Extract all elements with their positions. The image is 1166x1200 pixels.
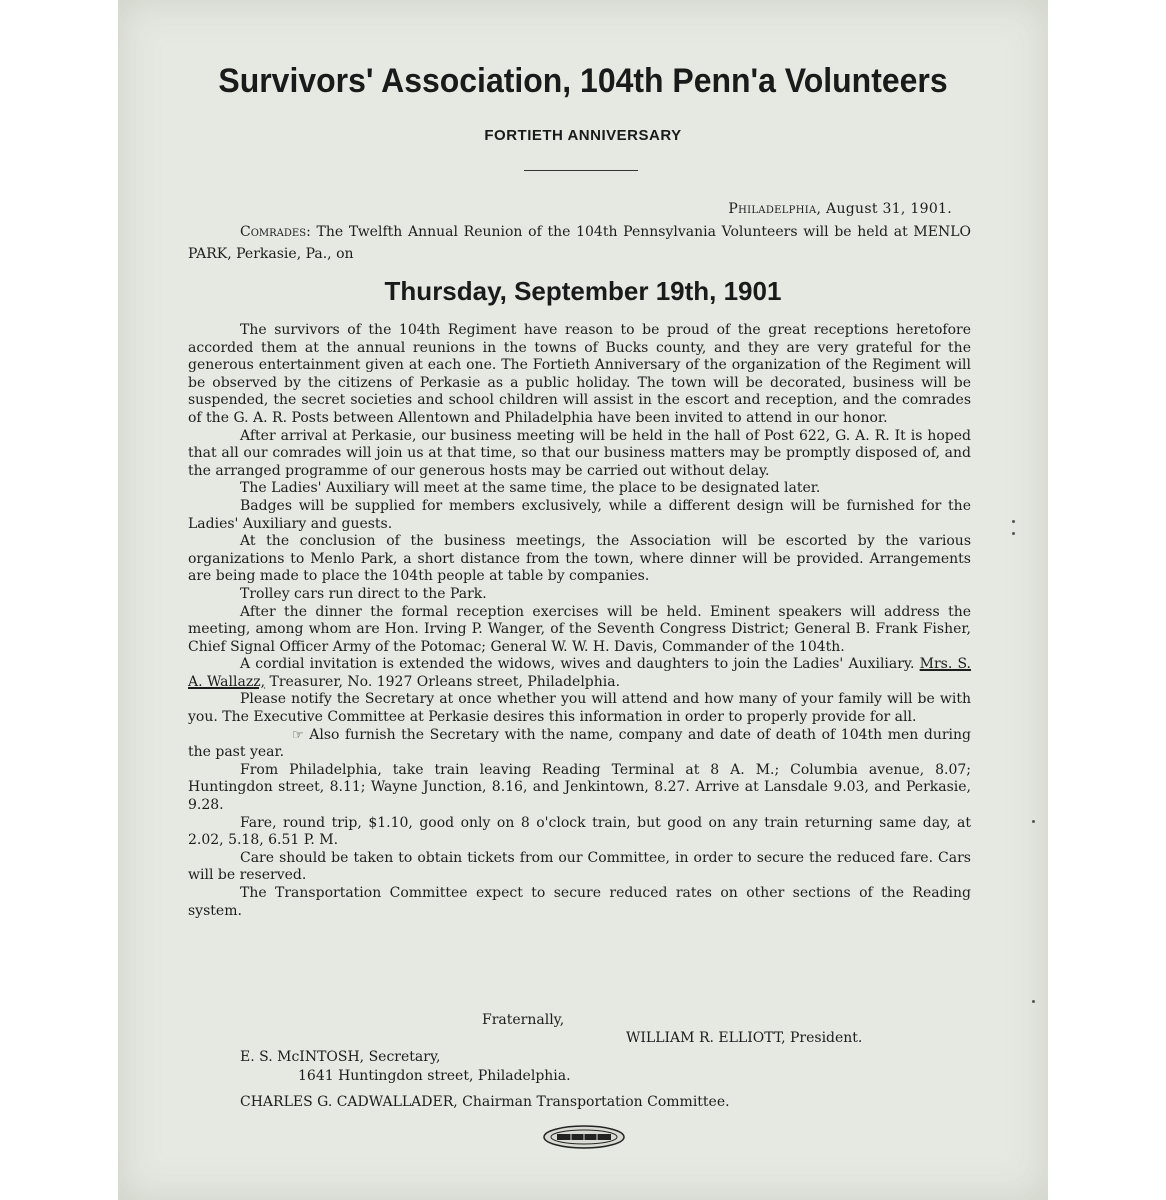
event-date-heading: Thursday, September 19th, 1901 xyxy=(384,276,782,306)
dateline xyxy=(728,201,952,217)
document-sheet xyxy=(118,0,1048,1200)
paper-speck xyxy=(1012,532,1015,535)
paper-speck xyxy=(1012,520,1015,523)
treasurer-name: Mrs. S. A. Wallazz, xyxy=(188,656,972,690)
body-paragraph: Care should be taken to obtain tickets from our Committee, in order to secure the reduced fare. Cars will be reserved. xyxy=(188,849,971,884)
chairman-signature: CHARLES G. CADWALLADER, Chairman Transportation Committee. xyxy=(240,1094,730,1110)
auxiliary-text: A cordial invitation is extended the widows, wives and daughters to join the Ladies' Auxiliary. xyxy=(240,656,915,673)
auxiliary-paragraph xyxy=(188,656,971,691)
notice-text: Also furnish the Secretary with the name, company and date of death of 104th men during the past year. xyxy=(188,726,971,761)
intro-text: The Twelfth Annual Reunion of the 104th Pennsylvania Volunteers will be held at MENLO PARK, Perkasie, Pa., on xyxy=(188,224,971,262)
dateline-date: August 31, 1901. xyxy=(826,201,952,217)
body-paragraph: Please notify the Secretary at once whether you will attend and how many of your family will be with you. The Executive Committee at Perkasie desires this information in order to properly provide for all. xyxy=(188,691,971,726)
letter-body xyxy=(188,322,971,920)
pointing-hand-icon: ☞ xyxy=(292,727,304,743)
body-paragraph: Fare, round trip, $1.10, good only on 8 o'clock train, but good on any train returning same day, at 2.02, 5.18, 6.51 P. M. xyxy=(188,814,971,849)
secretary-address: 1641 Huntingdon street, Philadelphia. xyxy=(298,1068,571,1084)
treasurer-address: Treasurer, No. 1927 Orleans street, Philadelphia. xyxy=(269,673,621,690)
body-paragraph: After arrival at Perkasie, our business meeting will be held in the hall of Post 622, G. A. R. It is hoped that all our comrades will join us at that time, so that our business matters may be promptly disposed of, and the arranged programme of our generous hosts may be carried out without delay. xyxy=(188,427,971,479)
body-paragraph: The Transportation Committee expect to secure reduced rates on other sections of the Reading system. xyxy=(188,885,971,919)
body-paragraph: The survivors of the 104th Regiment have reason to be proud of the great receptions heretofore accorded them at the annual reunions in the towns of Bucks county, and they are very grateful for the generous entertainment given at each one. The Fortieth Anniversary of the organization of the Regiment will be observed by the citizens of Perkasie as a public holiday. The town will be decorated, business will be suspended, the secret societies and school children will assist in the escort and reception, and the comrades of the G. A. R. Posts between Allentown and Philadelphia have been invited to attend in our honor. xyxy=(188,322,971,426)
title-divider xyxy=(524,170,638,171)
dateline-place: Philadelphia, xyxy=(728,201,822,217)
document-title: Survivors' Association, 104th Penn'a Volunteers xyxy=(218,62,948,100)
body-paragraph: The Ladies' Auxiliary will meet at the same time, the place to be designated later. xyxy=(240,480,821,497)
document-subtitle: FORTIETH ANNIVERSARY xyxy=(484,127,682,144)
paper-speck xyxy=(1032,820,1035,823)
body-paragraph: Badges will be supplied for members exclusively, while a different design will be furnished for the Ladies' Auxiliary and guests. xyxy=(188,497,971,532)
closing: Fraternally, xyxy=(482,1012,565,1028)
paper-speck xyxy=(1032,1000,1035,1003)
body-paragraph: Trolley cars run direct to the Park. xyxy=(240,585,487,602)
intro-paragraph xyxy=(188,221,971,265)
union-label-icon xyxy=(543,1125,625,1149)
salutation: Comrades: xyxy=(240,224,311,240)
secretary-signature: E. S. McINTOSH, Secretary, xyxy=(240,1049,441,1065)
body-paragraph: After the dinner the formal reception exercises will be held. Eminent speakers will address the meeting, among whom are Hon. Irving P. Wanger, of the Seventh Congress District; General B. Frank Fisher, Chief Signal Officer Army of the Potomac; General W. W. H. Davis, Commander of the 104th. xyxy=(188,603,971,655)
president-signature: WILLIAM R. ELLIOTT, President. xyxy=(626,1030,863,1046)
notice-paragraph xyxy=(188,727,971,762)
body-paragraph: At the conclusion of the business meetings, the Association will be escorted by the various organizations to Menlo Park, a short distance from the town, where dinner will be provided. Arrangements are being made to place the 104th people at table by companies. xyxy=(188,533,971,585)
body-paragraph: From Philadelphia, take train leaving Reading Terminal at 8 A. M.; Columbia avenue, 8.07; Huntingdon street, 8.11; Wayne Junction, 8.16, and Jenkintown, 8.27. Arrive at Lansdale 9.03, and Perkasie, 9.28. xyxy=(188,761,971,814)
